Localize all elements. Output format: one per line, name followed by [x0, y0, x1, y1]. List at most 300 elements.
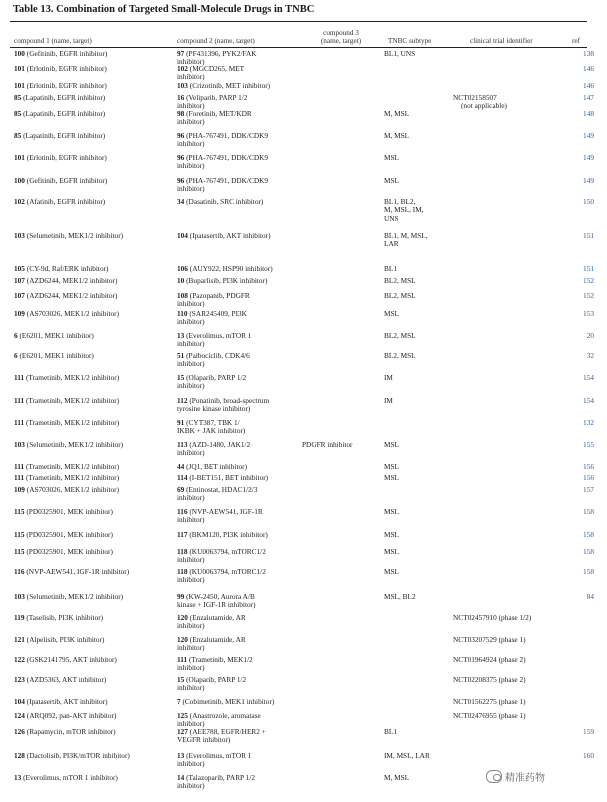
- compound-name: (Ponatinib, broad-spectrum: [189, 396, 270, 405]
- compound-name: (AZD-1480, JAK1/2: [189, 440, 251, 449]
- cell-compound-1: [14, 568, 164, 576]
- cell-clinical-trial: [453, 656, 563, 664]
- compound-name: (AZD6244, MEK1/2 inhibitor): [26, 276, 118, 285]
- compound-name: (Trametinib, MEK1/2 inhibitor): [25, 462, 120, 471]
- cell-compound-2: [177, 110, 307, 127]
- compound-name: (BKM120, PI3K inhibitor): [189, 530, 268, 539]
- compound-name: (Pazopanib, PDGFR: [189, 291, 250, 300]
- compound-name: (E6201, MEK1 inhibitor): [19, 331, 94, 340]
- cell-tnbc-subtype-line: MSL: [384, 530, 400, 539]
- cell-tnbc-subtype: [384, 374, 452, 382]
- watermark-text: 精准药物: [505, 773, 545, 784]
- compound-number: 111: [14, 462, 25, 471]
- cell-ref: 154: [583, 373, 594, 382]
- compound-number: 116: [177, 507, 188, 516]
- cell-tnbc-subtype-line: M, MSL: [384, 773, 410, 782]
- compound-2-continuation: inhibitor): [177, 299, 205, 309]
- cell-tnbc-subtype-line: UNS: [384, 213, 399, 223]
- cell-ref: 132: [583, 418, 594, 427]
- compound-name: (Selumetinib, MEK1/2 inhibitor): [26, 592, 124, 601]
- compound-number: 120: [177, 635, 188, 644]
- cell-tnbc-subtype-line: BL1, M, MSL,: [384, 231, 428, 240]
- compound-name: (AS703026, MEK1/2 inhibitor): [26, 309, 120, 318]
- cell-compound-1: [14, 676, 164, 684]
- cell-ref: 138: [583, 49, 594, 58]
- compound-number: 119: [14, 613, 25, 622]
- compound-2-continuation: VEGFR inhibitor): [177, 735, 231, 745]
- compound-number: 104: [14, 697, 25, 706]
- compound-2-continuation: inhibitor): [177, 139, 205, 149]
- cell-tnbc-subtype-line: BL2, MSL: [384, 276, 416, 285]
- cell-ref: 158: [583, 530, 594, 539]
- compound-number: 100: [14, 49, 25, 58]
- cell-tnbc-subtype-line: BL1: [384, 264, 397, 273]
- cell-compound-2: [177, 728, 307, 745]
- cell-compound-3-line: PDGFR inhibitor: [302, 440, 353, 449]
- cell-compound-2: [177, 198, 307, 206]
- cell-compound-1: [14, 474, 164, 482]
- header-compound-2: compound 2 (name, target): [177, 37, 255, 45]
- cell-tnbc-subtype-line: MSL: [384, 153, 400, 162]
- watermark: [486, 769, 545, 784]
- cell-compound-1: [14, 614, 164, 622]
- compound-number: 16: [177, 93, 185, 102]
- cell-ref: 32: [586, 351, 594, 360]
- compound-name: (NVP-AEW541, IGF-1R: [189, 507, 263, 516]
- compound-name: (Selumetinib, MEK1/2 inhibitor): [26, 440, 124, 449]
- cell-clinical-trial-line: NCT02476955 (phase 1): [453, 711, 526, 720]
- table-header: [0, 29, 607, 49]
- compound-number: 101: [14, 153, 25, 162]
- compound-2-line: [177, 82, 307, 90]
- compound-name: (KU0063794, mTORC1/2: [189, 567, 266, 576]
- compound-name: (Lapatinib, EGFR inhibitor): [23, 131, 106, 140]
- compound-number: 96: [177, 153, 185, 162]
- cell-compound-2: [177, 548, 307, 565]
- cell-ref: 84: [586, 592, 594, 601]
- cell-compound-2: [177, 656, 307, 673]
- compound-name: (MGCD265, MET: [189, 64, 245, 73]
- compound-2-continuation: inhibitor): [177, 381, 205, 391]
- compound-name: (Ipatasertib, AKT inhibitor): [189, 231, 271, 240]
- compound-2-line: [177, 531, 307, 539]
- cell-compound-1: [14, 352, 164, 360]
- compound-number: 85: [14, 131, 22, 140]
- cell-tnbc-subtype: [384, 531, 452, 539]
- compound-number: 104: [177, 231, 188, 240]
- compound-number: 100: [14, 176, 25, 185]
- cell-compound-2: [177, 292, 307, 309]
- cell-tnbc-subtype: [384, 463, 452, 471]
- compound-2-continuation: inhibitor): [177, 339, 205, 349]
- compound-2-continuation: inhibitor): [177, 621, 205, 631]
- compound-number: 110: [177, 309, 188, 318]
- compound-name: (AZD6244, MEK1/2 inhibitor): [26, 291, 118, 300]
- compound-2-line: [177, 474, 307, 482]
- compound-2-continuation: inhibitor): [177, 317, 205, 327]
- compound-name: (Taselisib, PI3K inhibitor): [26, 613, 104, 622]
- cell-tnbc-subtype: [384, 568, 452, 576]
- compound-2-continuation: inhibitor): [177, 57, 205, 67]
- cell-ref: 20: [586, 331, 594, 340]
- cell-tnbc-subtype-line: BL1, BL2,: [384, 197, 416, 206]
- cell-compound-1: [14, 486, 164, 494]
- compound-name: (CY-9d, Raf/ERK inhibitor): [26, 264, 109, 273]
- cell-tnbc-subtype: [384, 548, 452, 556]
- compound-name: (Alpelisib, PI3K inhibitor): [26, 635, 105, 644]
- cell-clinical-trial-line: NCT02208375 (phase 2): [453, 675, 526, 684]
- cell-compound-1: [14, 292, 164, 300]
- cell-tnbc-subtype-line: BL2, MSL: [384, 351, 416, 360]
- compound-name: (Everolimus, mTOR 1: [186, 751, 252, 760]
- cell-ref: 152: [583, 276, 594, 285]
- cell-compound-1: [14, 50, 164, 58]
- cell-tnbc-subtype-line: MSL: [384, 440, 400, 449]
- cell-compound-1: [14, 636, 164, 644]
- compound-name: (Olaparib, PARP 1/2: [186, 373, 247, 382]
- table-title: Table 13. Combination of Targeted Small-Molecule Drugs in TNBC: [13, 4, 315, 15]
- compound-2-continuation: inhibitor): [177, 663, 205, 673]
- compound-number: 85: [14, 93, 22, 102]
- cell-tnbc-subtype: [384, 50, 452, 58]
- compound-number: 98: [177, 109, 185, 118]
- cell-tnbc-subtype: [384, 110, 452, 118]
- compound-number: 111: [14, 418, 25, 427]
- compound-number: 6: [14, 331, 18, 340]
- cell-compound-2: [177, 774, 307, 791]
- compound-name: (Talazoparib, PARP 1/2: [186, 773, 255, 782]
- compound-number: 107: [14, 291, 25, 300]
- compound-name: (Foretinib, MET/KDR: [186, 109, 252, 118]
- compound-number: 102: [177, 64, 188, 73]
- compound-number: 124: [14, 711, 25, 720]
- header-compound-3: compound 3 (name, target): [320, 29, 362, 45]
- cell-compound-1: [14, 232, 164, 240]
- compound-number: 101: [14, 81, 25, 90]
- cell-compound-1: [14, 332, 164, 340]
- compound-2-continuation: tyrosine kinase inhibitor): [177, 404, 251, 414]
- cell-compound-1: [14, 774, 164, 782]
- cell-tnbc-subtype-line: M, MSL, IM,: [384, 205, 424, 215]
- cell-ref: 158: [583, 567, 594, 576]
- cell-clinical-trial: [453, 676, 563, 684]
- cell-compound-1: [14, 712, 164, 720]
- cell-compound-2: [177, 593, 307, 610]
- cell-compound-1: [14, 752, 164, 760]
- compound-number: 15: [177, 675, 185, 684]
- compound-2-continuation: inhibitor): [177, 101, 205, 111]
- cell-compound-1: [14, 310, 164, 318]
- compound-name: (KU0063794, mTORC1/2: [189, 547, 266, 556]
- cell-clinical-trial-line: NCT02457910 (phase 1/2): [453, 613, 532, 622]
- compound-number: 13: [177, 751, 185, 760]
- compound-number: 113: [177, 440, 188, 449]
- compound-2-continuation: inhibitor): [177, 493, 205, 503]
- compound-name: (I-BET151, BET inhibitor): [189, 473, 269, 482]
- cell-compound-1: [14, 531, 164, 539]
- cell-compound-1: [14, 110, 164, 118]
- compound-number: 103: [14, 440, 25, 449]
- cell-compound-1: [14, 463, 164, 471]
- compound-name: (Erlotinib, EGFR inhibitor): [26, 81, 107, 90]
- cell-compound-1: [14, 441, 164, 449]
- compound-number: 15: [177, 373, 185, 382]
- compound-2-continuation: inhibitor): [177, 184, 205, 194]
- cell-tnbc-subtype: [384, 277, 452, 285]
- compound-2-continuation: inhibitor): [177, 555, 205, 565]
- compound-2-continuation: inhibitor): [177, 161, 205, 171]
- compound-number: 7: [177, 697, 181, 706]
- cell-ref: 153: [583, 309, 594, 318]
- cell-tnbc-subtype-line: MSL: [384, 507, 400, 516]
- compound-name: (AUY922, HSP90 inhibitor): [189, 264, 273, 273]
- cell-compound-1: [14, 548, 164, 556]
- cell-compound-1: [14, 419, 164, 427]
- compound-name: (Anastrozole, aromatase: [189, 711, 261, 720]
- cell-ref: 149: [583, 176, 594, 185]
- compound-number: 109: [14, 485, 25, 494]
- compound-name: (AS703026, MEK1/2 inhibitor): [26, 485, 120, 494]
- cell-ref: 158: [583, 507, 594, 516]
- compound-2-continuation: inhibitor): [177, 781, 205, 791]
- cell-compound-2: [177, 265, 307, 273]
- compound-name: (PD0325901, MEK inhibitor): [26, 507, 113, 516]
- cell-compound-1: [14, 656, 164, 664]
- cell-ref: 158: [583, 547, 594, 556]
- cell-tnbc-subtype: [384, 352, 452, 360]
- compound-number: 103: [14, 592, 25, 601]
- compound-number: 109: [14, 309, 25, 318]
- cell-tnbc-subtype: [384, 265, 452, 273]
- compound-number: 85: [14, 109, 22, 118]
- cell-compound-3: [302, 441, 377, 449]
- cell-compound-1: [14, 397, 164, 405]
- compound-name: (Olaparib, PARP 1/2: [186, 675, 247, 684]
- cell-clinical-trial-line: (not applicable): [461, 101, 507, 111]
- compound-number: 44: [177, 462, 185, 471]
- compound-2-continuation: inhibitor): [177, 575, 205, 585]
- cell-ref: 159: [583, 727, 594, 736]
- compound-number: 121: [14, 635, 25, 644]
- compound-number: 10: [177, 276, 185, 285]
- compound-number: 125: [177, 711, 188, 720]
- compound-2-line: [177, 463, 307, 471]
- cell-compound-2: [177, 463, 307, 471]
- cell-ref: 149: [583, 131, 594, 140]
- cell-clinical-trial: [453, 698, 563, 706]
- wechat-icon: [486, 770, 502, 783]
- compound-number: 96: [177, 176, 185, 185]
- compound-name: (PD0325901, MEK inhibitor): [26, 530, 113, 539]
- cell-compound-1: [14, 728, 164, 736]
- compound-name: (KW-2450, Aurora A/B: [186, 592, 255, 601]
- header-compound-1: compound 1 (name, target): [14, 37, 92, 45]
- compound-number: 101: [14, 64, 25, 73]
- compound-number: 103: [14, 231, 25, 240]
- cell-tnbc-subtype-line: IM, MSL, LAR: [384, 751, 430, 760]
- compound-name: (Selumetinib, MEK1/2 inhibitor): [26, 231, 124, 240]
- compound-number: 13: [177, 331, 185, 340]
- header-rule: [10, 47, 587, 48]
- cell-compound-1: [14, 374, 164, 382]
- compound-number: 123: [14, 675, 25, 684]
- cell-tnbc-subtype-line: MSL: [384, 473, 400, 482]
- compound-name: (PHA-767491, DDK/CDK9: [186, 153, 269, 162]
- cell-ref: 154: [583, 396, 594, 405]
- compound-name: (ARQ092, pan-AKT inhibitor): [26, 711, 117, 720]
- cell-compound-1: [14, 132, 164, 140]
- compound-name: (Gefitinib, EGFR inhibitor): [26, 176, 108, 185]
- compound-2-continuation: inhibitor): [177, 515, 205, 525]
- compound-name: (SAR245409, PI3K: [189, 309, 247, 318]
- cell-compound-2: [177, 568, 307, 585]
- cell-tnbc-subtype-line: MSL: [384, 567, 400, 576]
- cell-compound-2: [177, 474, 307, 482]
- cell-compound-2: [177, 177, 307, 194]
- compound-name: (Entinostat, HDAC1/2/3: [186, 485, 258, 494]
- compound-name: (Lapatinib, EGFR inhibitor): [23, 109, 106, 118]
- cell-tnbc-subtype: [384, 508, 452, 516]
- compound-name: (Trametinib, MEK1/2 inhibitor): [25, 373, 120, 382]
- compound-2-continuation: inhibitor): [177, 643, 205, 653]
- cell-compound-1: [14, 265, 164, 273]
- cell-tnbc-subtype-line: M, MSL: [384, 109, 410, 118]
- cell-compound-2: [177, 310, 307, 327]
- compound-name: (PF431396, PYK2/FAK: [186, 49, 257, 58]
- cell-tnbc-subtype: [384, 474, 452, 482]
- cell-tnbc-subtype: [384, 397, 452, 405]
- compound-number: 96: [177, 131, 185, 140]
- cell-ref: 149: [583, 153, 594, 162]
- compound-2-continuation: inhibitor): [177, 117, 205, 127]
- compound-number: 115: [14, 530, 25, 539]
- cell-compound-2: [177, 374, 307, 391]
- cell-compound-2: [177, 352, 307, 369]
- compound-number: 111: [14, 473, 25, 482]
- cell-compound-2: [177, 154, 307, 171]
- cell-compound-2: [177, 65, 307, 82]
- compound-2-continuation: inhibitor): [177, 683, 205, 693]
- compound-number: 103: [177, 81, 188, 90]
- compound-number: 112: [177, 396, 188, 405]
- compound-number: 51: [177, 351, 185, 360]
- cell-ref: 160: [583, 751, 594, 760]
- cell-ref: 155: [583, 440, 594, 449]
- cell-compound-2: [177, 397, 307, 414]
- header-tnbc-subtype: TNBC subtype: [388, 37, 432, 45]
- cell-ref: 148: [583, 109, 594, 118]
- cell-compound-2: [177, 486, 307, 503]
- compound-2-line: [177, 198, 307, 206]
- compound-number: 120: [177, 613, 188, 622]
- cell-ref: 146: [583, 81, 594, 90]
- compound-name: (Gefitinib, EGFR inhibitor): [26, 49, 108, 58]
- cell-compound-2: [177, 82, 307, 90]
- compound-number: 106: [177, 264, 188, 273]
- compound-name: (Everolimus, mTOR 1 inhibitor): [23, 773, 118, 782]
- cell-clinical-trial-line: NCT02158507: [453, 93, 497, 102]
- compound-name: (PHA-767491, DDK/CDK9: [186, 131, 269, 140]
- cell-ref: 152: [583, 291, 594, 300]
- compound-name: (Enzalutamide, AR: [189, 613, 246, 622]
- compound-name: (Ipatasertib, AKT inhibitor): [26, 697, 108, 706]
- cell-compound-1: [14, 593, 164, 601]
- header-clinical-trial: clinical trial identifier: [470, 37, 533, 45]
- cell-tnbc-subtype: [384, 132, 452, 140]
- compound-name: (Palbociclib, CDK4/6: [186, 351, 250, 360]
- compound-number: 14: [177, 773, 185, 782]
- compound-number: 126: [14, 727, 25, 736]
- cell-tnbc-subtype: [384, 593, 452, 601]
- compound-name: (PHA-767491, DDK/CDK9: [186, 176, 269, 185]
- cell-compound-1: [14, 198, 164, 206]
- compound-name: (Lapatinib, EGFR inhibitor): [23, 93, 106, 102]
- cell-tnbc-subtype: [384, 332, 452, 340]
- compound-number: 34: [177, 197, 185, 206]
- compound-name: (Trametinib, MEK1/2 inhibitor): [25, 473, 120, 482]
- cell-tnbc-subtype: [384, 774, 452, 782]
- compound-name: (Veliparib, PARP 1/2: [186, 93, 248, 102]
- compound-name: (JQ1, BET inhibitor): [186, 462, 247, 471]
- cell-tnbc-subtype-line: BL1, UNS: [384, 49, 416, 58]
- compound-2-continuation: kinase + IGF-1R inhibitor): [177, 600, 256, 610]
- cell-ref: 151: [583, 231, 594, 240]
- cell-clinical-trial-line: NCT01964924 (phase 2): [453, 655, 526, 664]
- cell-ref: 146: [583, 64, 594, 73]
- compound-number: 99: [177, 592, 185, 601]
- cell-compound-2: [177, 419, 307, 436]
- cell-compound-1: [14, 65, 164, 73]
- cell-clinical-trial: [453, 94, 563, 111]
- compound-number: 117: [177, 530, 188, 539]
- compound-2-continuation: inhibitor): [177, 719, 205, 729]
- compound-name: (Buparlisib, PI3K inhibitor): [186, 276, 268, 285]
- cell-tnbc-subtype-line: MSL, BL2: [384, 592, 416, 601]
- compound-2-continuation: inhibitor): [177, 72, 205, 82]
- compound-name: (Erlotinib, EGFR inhibitor): [26, 64, 107, 73]
- compound-number: 6: [14, 351, 18, 360]
- header-ref: ref: [572, 37, 580, 45]
- cell-ref: 150: [583, 197, 594, 206]
- cell-tnbc-subtype: [384, 232, 452, 249]
- cell-compound-1: [14, 698, 164, 706]
- cell-tnbc-subtype-line: MSL: [384, 309, 400, 318]
- compound-number: 128: [14, 751, 25, 760]
- cell-tnbc-subtype-line: BL1: [384, 727, 397, 736]
- cell-tnbc-subtype-line: IM: [384, 396, 393, 405]
- cell-compound-1: [14, 277, 164, 285]
- compound-name: (Trametinib, MEK1/2: [188, 655, 253, 664]
- compound-2-line: [177, 265, 307, 273]
- cell-compound-2: [177, 277, 307, 285]
- compound-number: 105: [14, 264, 25, 273]
- cell-clinical-trial-line: NCT01562275 (phase 1): [453, 697, 526, 706]
- compound-2-line: [177, 277, 307, 285]
- compound-number: 122: [14, 655, 25, 664]
- compound-name: (Afatinib, EGFR inhibitor): [26, 197, 106, 206]
- compound-number: 13: [14, 773, 22, 782]
- compound-number: 107: [14, 276, 25, 285]
- cell-tnbc-subtype-line: BL2, MSL: [384, 291, 416, 300]
- cell-tnbc-subtype: [384, 441, 452, 449]
- compound-2-continuation: inhibitor): [177, 359, 205, 369]
- compound-name: (Cobimetinib, MEK1 inhibitor): [182, 697, 275, 706]
- compound-2-line: [177, 698, 307, 706]
- cell-compound-2: [177, 232, 307, 240]
- cell-compound-2: [177, 132, 307, 149]
- cell-compound-1: [14, 154, 164, 162]
- compound-number: 115: [14, 507, 25, 516]
